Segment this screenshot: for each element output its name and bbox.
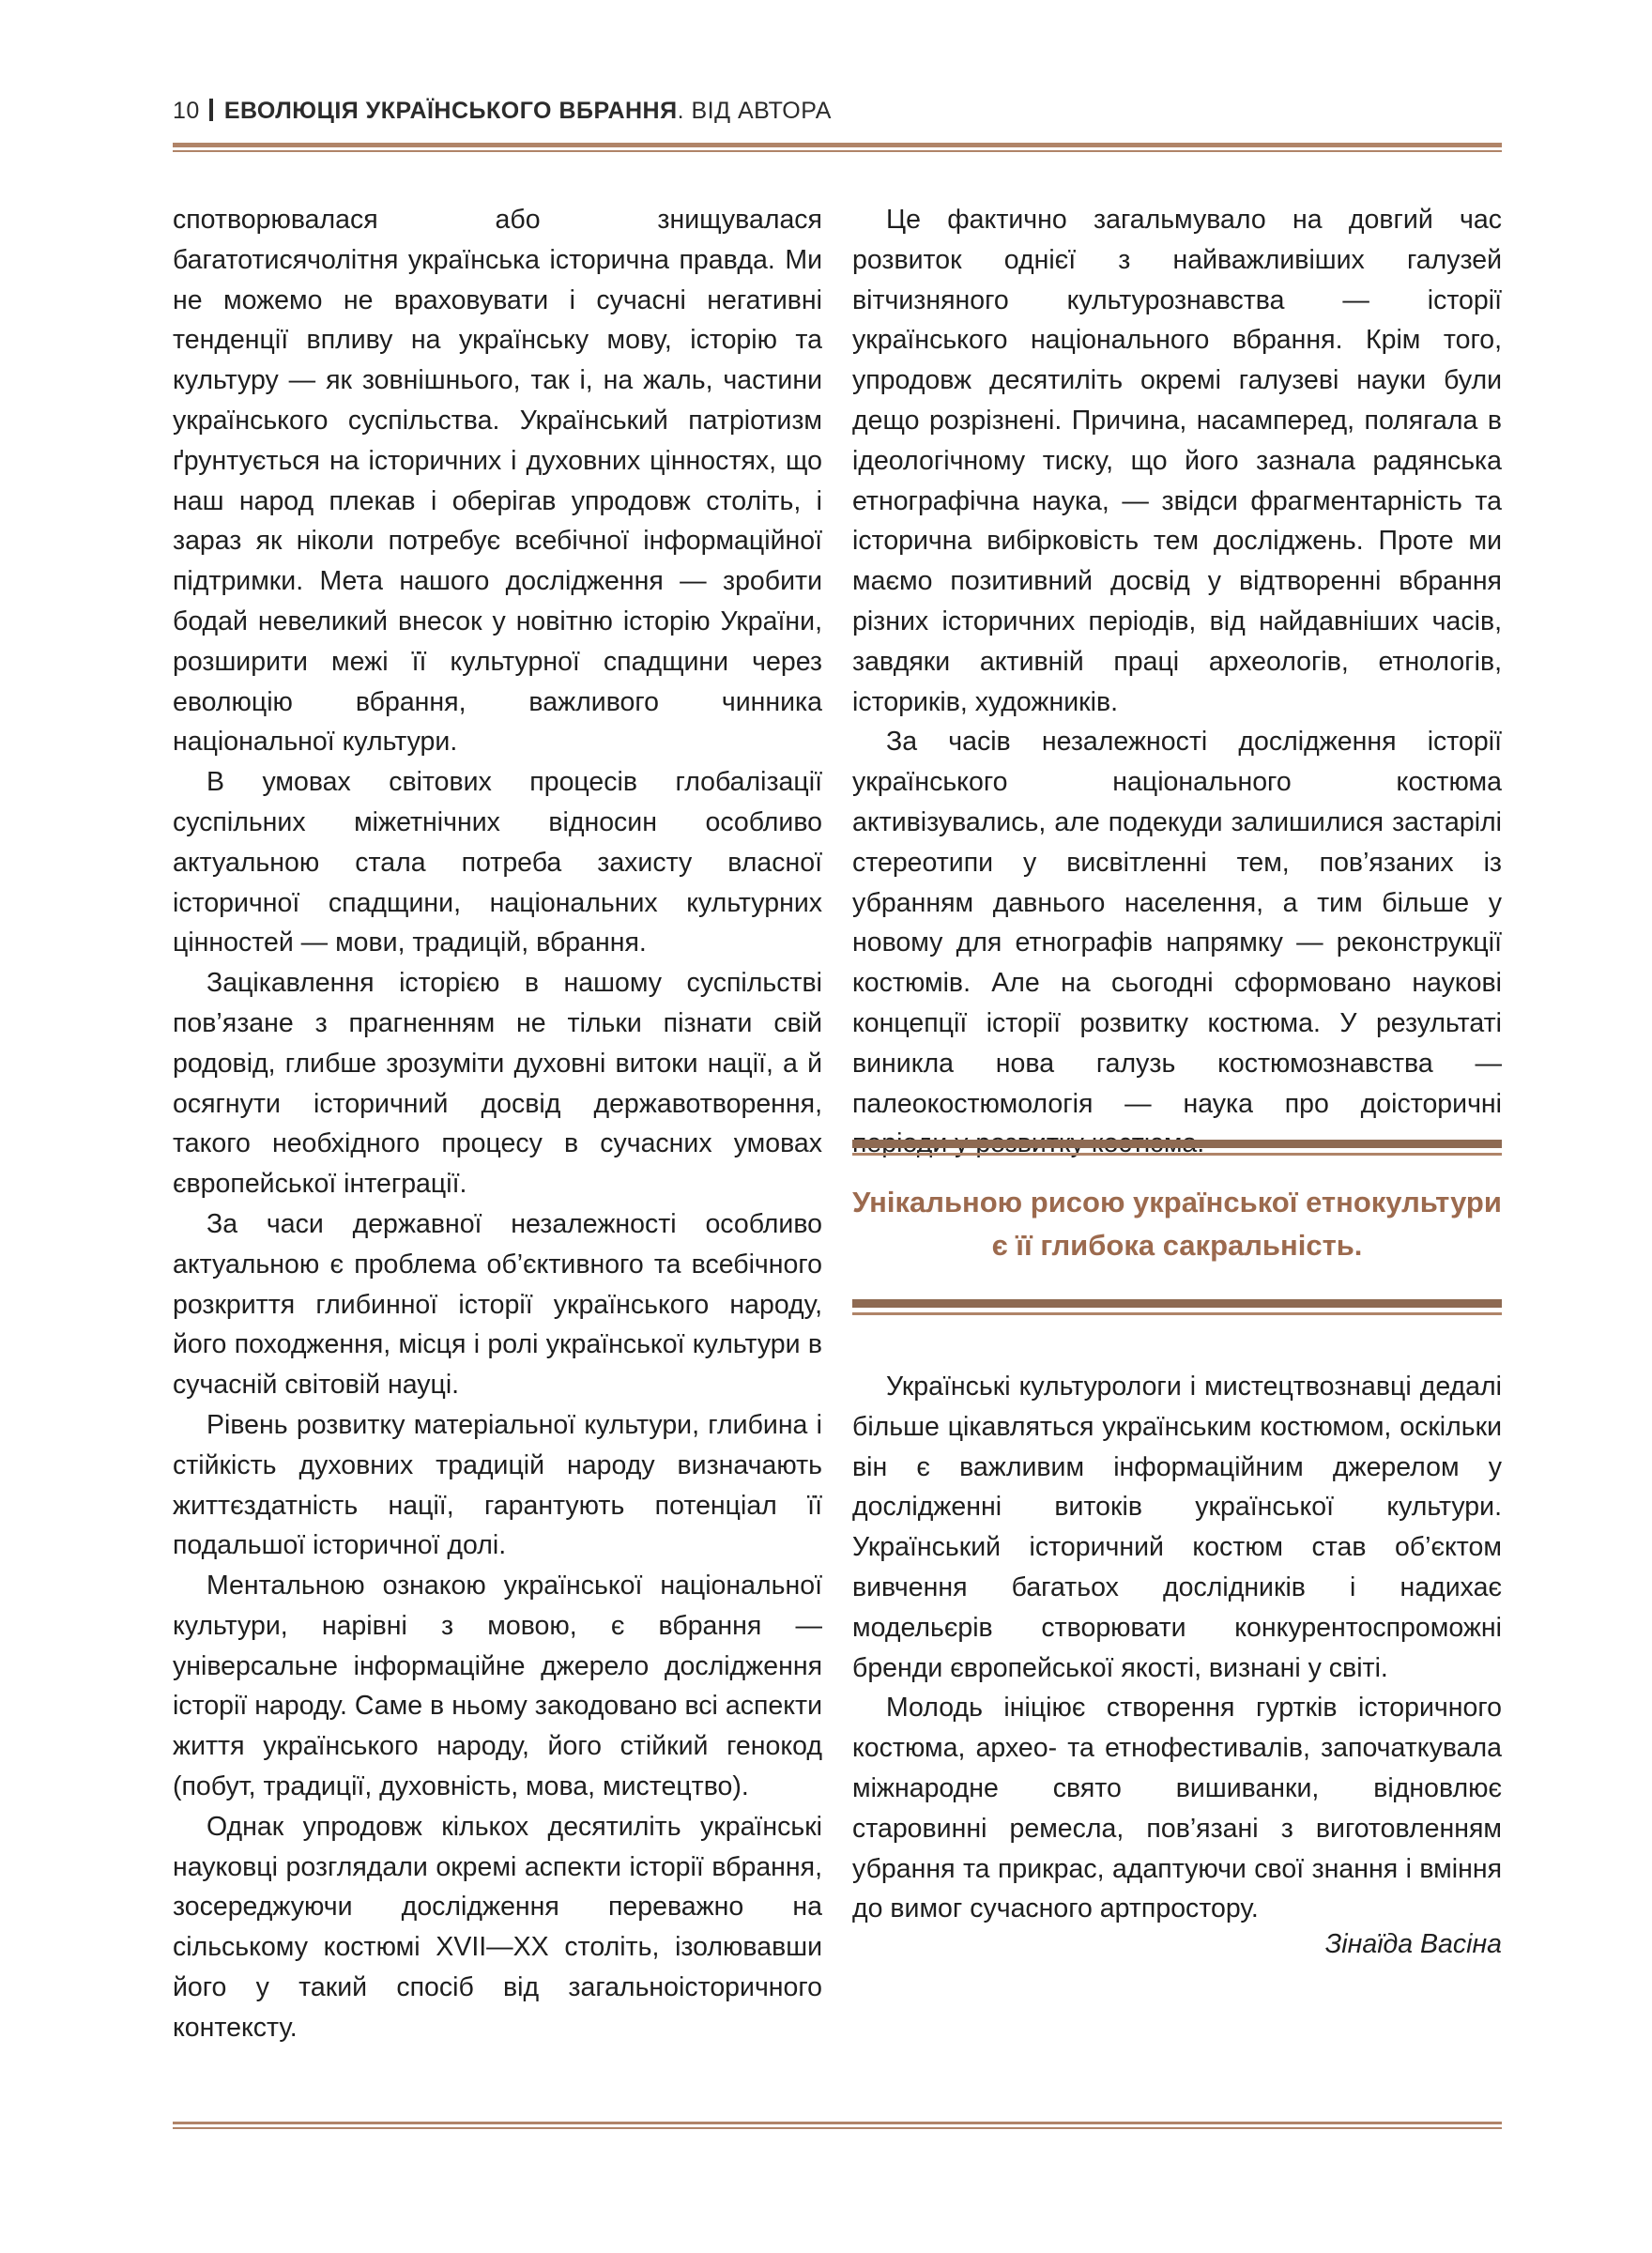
book-title: ЕВОЛЮЦІЯ УКРАЇНСЬКОГО ВБРАННЯ — [223, 98, 678, 124]
right-column-bottom — [852, 1367, 1502, 1929]
pull-quote-line: Унікальною рисою української етнокультури — [852, 1186, 1502, 1218]
quote-rule-top — [852, 1140, 1502, 1156]
header-separator — [209, 99, 213, 121]
footer-rule — [173, 2122, 1502, 2129]
paragraph: Зацікавлення історією в нашому суспільстві пов’язане з прагненням не тільки пізнати свій родовід, глибше зрозуміти духовні витоки нації, а й осягнути історичний досвід державотворення, такого необхідного процесу в сучасних умовах європейської інтеграції. — [173, 968, 822, 1200]
header-rule — [173, 143, 1502, 152]
author-signature: Зінаїда Васіна — [1324, 1929, 1502, 1959]
page-number: 10 — [173, 98, 200, 124]
pull-quote-line: є її глибока сакральність. — [991, 1229, 1363, 1262]
running-head — [173, 98, 1502, 125]
paragraph: Однак упродовж кількох десятиліть українські науковці розглядали окремі аспекти історії вбрання, зосереджуючи дослідження переважно на сільському костюмі XVII—XX століть, ізолювавши його у такий спосіб від загальноісторичного контексту. — [173, 1811, 822, 2043]
paragraph: Українські культурологи і мистецтвознавці дедалі більше цікавляться українським костюмом, оскільки він є важливим інформаційним джерелом у дослідженні витоків української культури. Український історичний костюм став об’єктом вивчення багатьох дослідників і надихає модельєрів створювати конкурентоспроможні бренди європейської якості, визнані у світі. — [852, 1372, 1502, 1683]
quote-rule-bottom — [852, 1299, 1502, 1315]
paragraph: За часів незалежності дослідження історії українського національного костюма активізувались, але подекуди залишилися застарілі стереотипи у висвітленні тем, пов’язаних із убранням давнього населення, а тим більше у новому для етнографів напрямку — реконструкції костюмів. Але на сьогодні сформовано наукові концепції історії розвитку костюма. У результаті виникла нова галузь костюмознавства — палеокостюмологія — наука про доісторичні — [852, 727, 1502, 1119]
paragraph: Це фактично загальмувало на довгий час розвиток однієї з найважливіших галузей вітчизняного культурознавства — історії українського національного вбрання. Крім того, упродовж десятиліть окремі галузеві науки були дещо розрізнені. Причина, насамперед, полягала в ідеологічному тиску, що його зазнала радянська етнографічна наука, — звідси фрагментарність та історична вибірковість тем досліджень. Проте ми маємо позитивний досвід у відтворенні вбрання різних історичних періодів, від найдавніших часів, завдяки активній праці археологів, етнологів, істориків, художників. — [852, 205, 1502, 717]
paragraph: В умовах світових процесів глобалізації суспільних міжетнічних відносин особливо актуальною стала потреба захисту власної історичної спадщини, національних культурних цінностей — мови, традицій, вбрання. — [173, 767, 822, 958]
section-title: . ВІД АВТОРА — [677, 98, 832, 124]
right-column-top — [852, 200, 1502, 1164]
paragraph: спотворювалася або знищувалася багатотисячолітня українська історична правда. Ми не можемо не враховувати і сучасні негативні тенденції впливу на українську мову, історію та культуру — як зовнішнього, так і, на жаль, частини українського суспільства. Український патріотизм ґрунтується на історичних і духовних цінностях, що наш народ плекав і оберігав упродовж століть, і зараз як ніколи потребує всебічної інформаційної підтримки. Мета нашого дослідження — зробити бодай невеликий внесок у новітню історію України, розширити межі її культурної спадщини через еволюцію вбрання, важливого чинника національної культури. — [173, 205, 822, 758]
paragraph: Ментальною ознакою української національної культури, нарівні з мовою, є вбрання — універсальне інформаційне джерело дослідження історії народу. Саме в ньому закодовано всі аспекти життя українського народу, його стійкий генокод (побут, традиції, духовність, мова, мистецтво). — [173, 1571, 822, 1802]
paragraph: За часи державної незалежності особливо актуальною є проблема об’єктивного та всебічного розкриття глибинної історії українського народу, його походження, місця і ролі української культури в сучасній світовій науці. — [173, 1208, 822, 1401]
paragraph: Молодь ініціює створення гуртків історичного костюма, архео- та етнофестивалів, започаткувала міжнародне свято вишиванки, відновлює старовинні ремесла, пов’язані з виготовленням убрання та прикрас, адаптуючи свої знання і вміння до вимог сучасного артпростору. — [852, 1693, 1502, 1924]
paragraph: Рівень розвитку матеріальної культури, глибина і стійкість духовних традицій народу визначають життєздатність нації, гарантують потенціал її подальшої історичної долі. — [173, 1409, 822, 1561]
pull-quote — [852, 1181, 1502, 1267]
left-column — [173, 200, 822, 2048]
